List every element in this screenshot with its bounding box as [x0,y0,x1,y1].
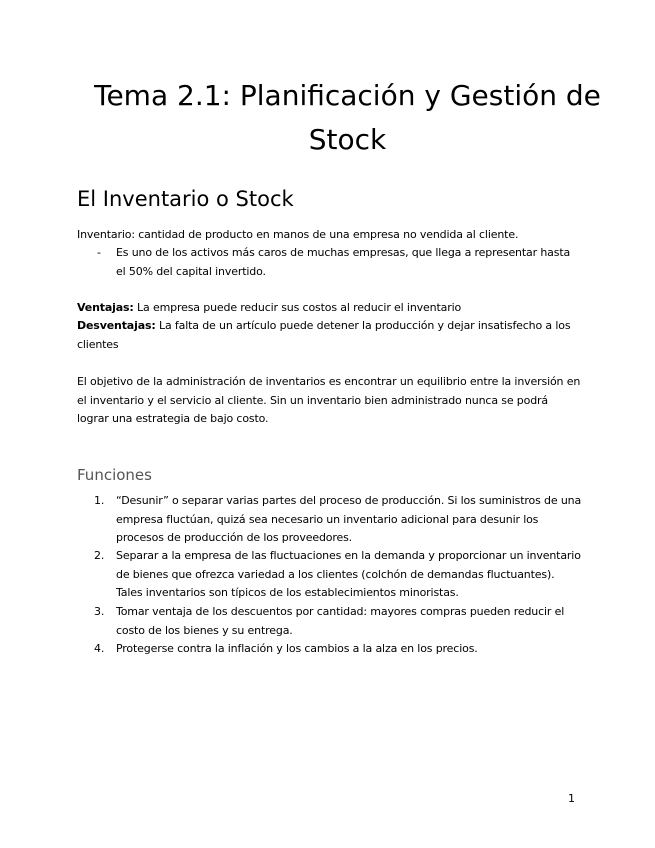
list-number: 1. [94,494,105,507]
page-number: 1 [568,792,575,805]
list-item-text: Protegerse contra la inflación y los cambios a la alza en los precios. [116,642,478,655]
list-number: 4. [94,642,105,655]
ventajas-text: La empresa puede reducir sus costos al reducir el inventario [133,301,462,314]
desventajas-label: Desventajas: [77,319,156,332]
bullet-marker: - [97,246,101,259]
desventajas-text: La falta de un artículo puede detener la producción y dejar insatisfecho a los clientes [77,319,571,351]
list-item-text: Separar a la empresa de las fluctuaciones en la demanda y proporcionar un inventario de bienes que ofrezca variedad a los clientes (colchón de demandas fluctuantes). Tales inventarios son típicos de los establecimientos minoristas. [116,549,581,599]
objective-paragraph: El objetivo de la administración de inventarios es encontrar un equilibrio entre la inversión en el inventario y el servicio al cliente. Sin un inventario bien administrado nunca se podrá lograr una estrategia de bajo costo. [77,375,581,425]
ventajas-paragraph [77,299,582,318]
page-title: Tema 2.1: Planificación y Gestión de Stock [94,79,601,156]
section-heading: El Inventario o Stock [77,187,294,211]
list-item [77,244,582,281]
list-number: 3. [94,605,105,618]
ventajas-label: Ventajas: [77,301,134,314]
desventajas-paragraph [77,317,582,354]
definition-bullet-text: Es uno de los activos más caros de muchas empresas, que llega a representar hasta el 50% del capital invertido. [116,246,571,278]
list-number: 2. [94,549,105,562]
list-item-text: “Desunir” o separar varias partes del proceso de producción. Si los suministros de una empresa fluctúan, quizá sea necesario un inventario adicional para desunir los procesos de producción de los proveedores. [116,494,582,544]
definition-paragraph: Inventario: cantidad de producto en manos de una empresa no vendida al cliente. [77,228,519,241]
functions-heading: Funciones [77,466,152,484]
list-item-text: Tomar ventaja de los descuentos por cantidad: mayores compras pueden reducir el costo de los bienes y su entrega. [116,605,565,637]
